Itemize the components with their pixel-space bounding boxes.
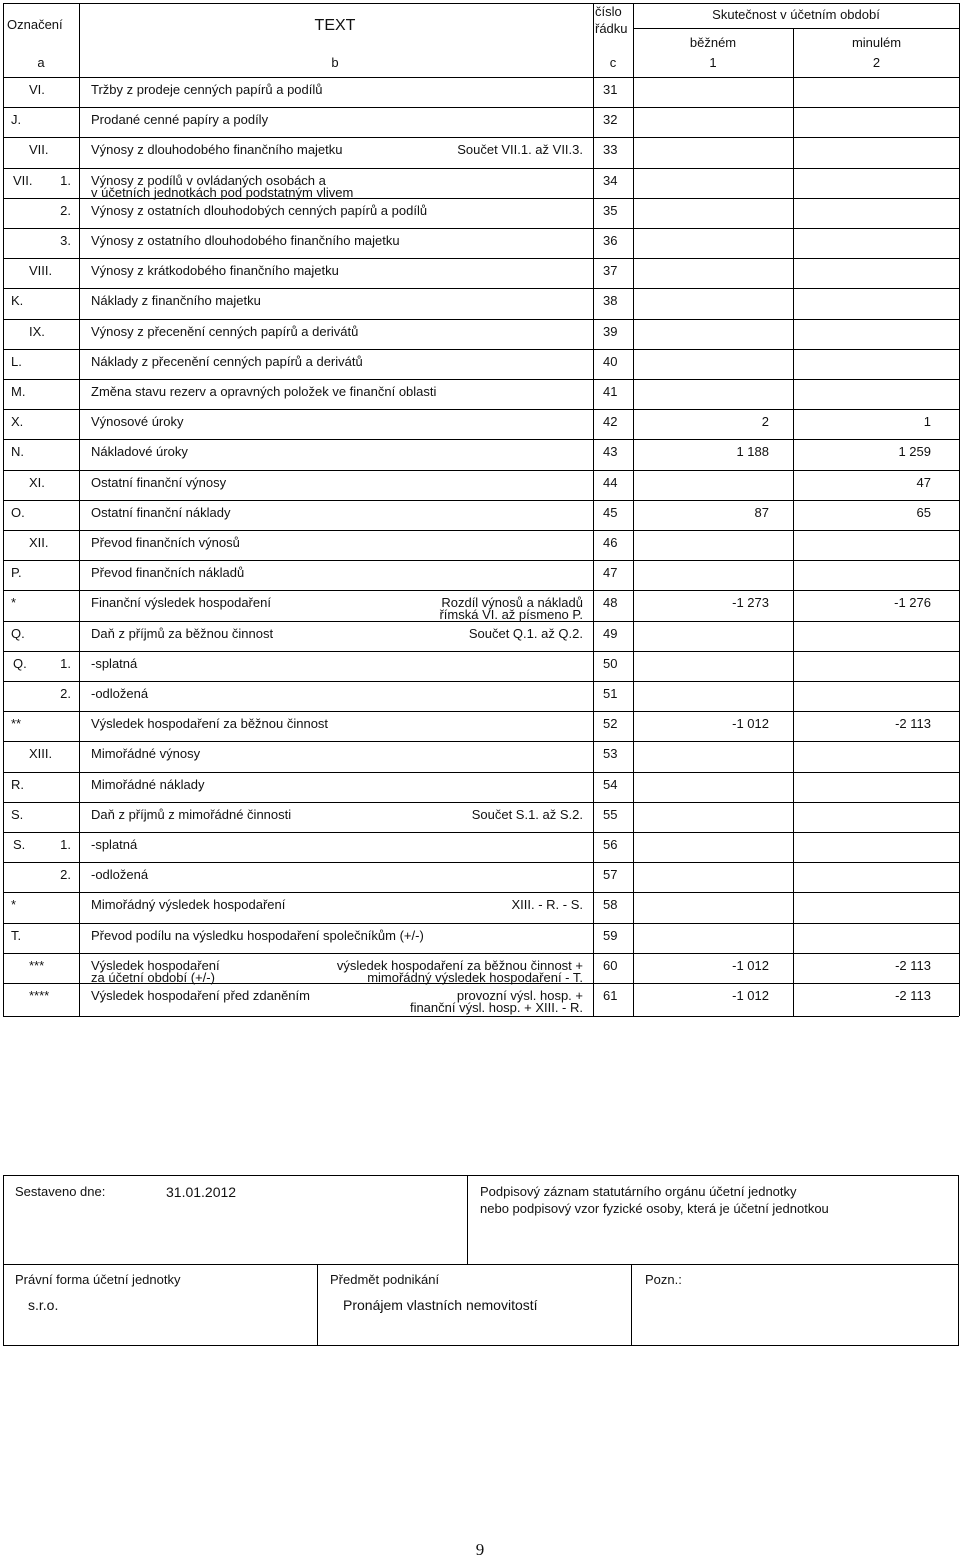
row-previous-value: -1 276	[894, 595, 931, 610]
grid-line	[3, 651, 959, 652]
row-text: Nákladové úroky	[91, 444, 188, 459]
header-sub-1: 1	[709, 55, 717, 70]
header-sub-2: 2	[872, 55, 881, 70]
row-mark: XIII.	[29, 746, 53, 761]
row-text-2: v účetních jednotkách pod podstatným vlivem	[91, 185, 354, 200]
grid-line	[79, 3, 80, 1016]
grid-line	[3, 892, 959, 893]
row-mark: L.	[11, 354, 22, 369]
row-text: Výnosy z ostatních dlouhodobých cenných papírů a podílů	[91, 203, 428, 218]
row-line-number: 59	[603, 928, 618, 943]
row-text: Převod finančních výnosů	[91, 535, 240, 550]
row-mark: O.	[11, 505, 25, 520]
row-mark: M.	[11, 384, 26, 399]
row-line-number: 37	[603, 263, 618, 278]
grid-line	[3, 681, 959, 682]
row-mark: ***	[29, 958, 45, 973]
row-mark: J.	[11, 112, 22, 127]
row-mark: *	[11, 897, 17, 912]
header-designation: Označení	[7, 17, 63, 32]
row-sub: 1.	[60, 656, 71, 671]
row-sub: 2.	[60, 867, 71, 882]
row-text: Náklady z přecenění cenných papírů a derivátů	[91, 354, 363, 369]
compiled-date: 31.01.2012	[166, 1184, 237, 1200]
row-text: Mimořádný výsledek hospodaření	[91, 897, 286, 912]
grid-line	[3, 500, 959, 501]
row-text: Mimořádné výnosy	[91, 746, 201, 761]
income-statement-table	[3, 3, 959, 1016]
row-text: Prodané cenné papíry a podíly	[91, 112, 269, 127]
footer-divider	[467, 1176, 468, 1264]
row-previous-value: -2 113	[895, 988, 931, 1003]
row-line-number: 47	[603, 565, 618, 580]
row-text: Výnosy z přecenění cenných papírů a derivátů	[91, 324, 359, 339]
signature-label-1: Podpisový záznam statutárního orgánu účetní jednotky	[480, 1184, 797, 1199]
grid-line	[3, 953, 959, 954]
grid-line	[3, 1016, 959, 1017]
row-text: Finanční výsledek hospodaření	[91, 595, 271, 610]
row-text: Výsledek hospodaření	[91, 958, 220, 973]
row-line-number: 41	[603, 384, 618, 399]
grid-line	[3, 530, 959, 531]
row-previous-value: 47	[916, 475, 931, 490]
row-current-value: 2	[761, 414, 769, 429]
legal-form-value: s.r.o.	[28, 1297, 59, 1313]
row-note: Součet S.1. až S.2.	[471, 807, 583, 822]
row-line-number: 45	[603, 505, 618, 520]
row-line-number: 56	[603, 837, 618, 852]
row-text: -splatná	[91, 656, 138, 671]
grid-line	[3, 560, 959, 561]
row-mark: N.	[11, 444, 24, 459]
row-current-value: -1 012	[732, 716, 769, 731]
row-line-number: 58	[603, 897, 618, 912]
row-mark: K.	[11, 293, 24, 308]
grid-line	[633, 3, 634, 1016]
signature-box	[3, 1175, 959, 1346]
row-sub: 1.	[60, 173, 71, 188]
grid-line	[3, 288, 959, 289]
row-mark: VII.	[13, 173, 33, 188]
row-current-value: -1 012	[732, 988, 769, 1003]
row-mark: **	[11, 716, 22, 731]
row-note-2: mimořádný výsledek hospodaření - T.	[367, 970, 583, 985]
row-text: Výnosy z podílů v ovládaných osobách a	[91, 173, 326, 188]
row-text: Výnosy z dlouhodobého finančního majetku	[91, 142, 343, 157]
row-previous-value: 1	[923, 414, 931, 429]
grid-line	[3, 470, 959, 471]
row-mark: VI.	[29, 82, 45, 97]
row-note-2: římská VI. až písmeno P.	[439, 607, 583, 622]
row-line-number: 32	[603, 112, 618, 127]
compiled-label: Sestaveno dne:	[15, 1184, 106, 1199]
grid-line	[633, 28, 959, 29]
row-mark: S.	[13, 837, 26, 852]
row-text: Daň z příjmů za běžnou činnost	[91, 626, 274, 641]
row-line-number: 61	[603, 988, 618, 1003]
row-previous-value: -2 113	[895, 716, 931, 731]
row-mark: R.	[11, 777, 24, 792]
row-mark: P.	[11, 565, 22, 580]
grid-line	[3, 349, 959, 350]
row-line-number: 51	[603, 686, 618, 701]
row-line-number: 60	[603, 958, 618, 973]
grid-line	[3, 107, 959, 108]
row-text: -odložená	[91, 867, 149, 882]
row-text: Výnosy z krátkodobého finančního majetku	[91, 263, 339, 278]
grid-line	[3, 228, 959, 229]
header-previous: minulém	[851, 35, 902, 50]
row-sub: 3.	[60, 233, 71, 248]
grid-line	[3, 319, 959, 320]
grid-line	[3, 258, 959, 259]
row-text: Převod podílu na výsledku hospodaření společníkům (+/-)	[91, 928, 424, 943]
grid-line	[3, 832, 959, 833]
header-line-no-2: řádku	[595, 21, 628, 36]
grid-line	[3, 137, 959, 138]
row-previous-value: 1 259	[898, 444, 931, 459]
row-text: -odložená	[91, 686, 149, 701]
grid-line	[3, 379, 959, 380]
row-mark: S.	[11, 807, 24, 822]
grid-line	[3, 923, 959, 924]
row-mark: XII.	[29, 535, 49, 550]
row-text: Převod finančních nákladů	[91, 565, 245, 580]
row-sub: 2.	[60, 686, 71, 701]
grid-line	[3, 741, 959, 742]
row-sub: 1.	[60, 837, 71, 852]
note-label: Pozn.:	[645, 1272, 682, 1287]
row-line-number: 48	[603, 595, 618, 610]
row-mark: IX.	[29, 324, 45, 339]
grid-line	[3, 772, 959, 773]
row-text: Daň z příjmů z mimořádné činnosti	[91, 807, 292, 822]
row-line-number: 50	[603, 656, 618, 671]
row-mark: VII.	[29, 142, 49, 157]
footer-divider	[631, 1264, 632, 1345]
row-note: výsledek hospodaření za běžnou činnost +	[336, 958, 583, 973]
row-mark: ****	[29, 988, 50, 1003]
row-text: Mimořádné náklady	[91, 777, 205, 792]
legal-form-label: Právní forma účetní jednotky	[15, 1272, 181, 1287]
page-number: 9	[475, 1540, 485, 1559]
row-note: Součet VII.1. až VII.3.	[457, 142, 583, 157]
row-note: provozní výsl. hosp. +	[456, 988, 583, 1003]
header-text: TEXT	[314, 17, 356, 34]
row-line-number: 46	[603, 535, 618, 550]
row-text-2: za účetní období (+/-)	[91, 970, 215, 985]
header-actual: Skutečnost v účetním období	[712, 7, 880, 22]
header-sub-c: c	[609, 55, 617, 70]
grid-line	[3, 168, 959, 169]
row-note: XIII. - R. - S.	[511, 897, 583, 912]
row-mark: Q.	[11, 626, 25, 641]
business-label: Předmět podnikání	[330, 1272, 440, 1287]
row-text: Výsledek hospodaření před zdaněním	[91, 988, 310, 1003]
row-line-number: 55	[603, 807, 618, 822]
row-text: Ostatní finanční náklady	[91, 505, 231, 520]
row-sub: 2.	[60, 203, 71, 218]
row-current-value: 1 188	[736, 444, 769, 459]
row-text: Výnosy z ostatního dlouhodobého finančního majetku	[91, 233, 400, 248]
row-line-number: 43	[603, 444, 618, 459]
row-mark: T.	[11, 928, 22, 943]
row-line-number: 42	[603, 414, 618, 429]
row-mark: Q.	[13, 656, 27, 671]
header-sub-a: a	[37, 55, 45, 70]
grid-line	[793, 28, 794, 1016]
row-text: Ostatní finanční výnosy	[91, 475, 227, 490]
row-mark: XI.	[29, 475, 45, 490]
header-sub-b: b	[331, 55, 339, 70]
row-line-number: 52	[603, 716, 618, 731]
row-note-2: finanční výsl. hosp. + XIII. - R.	[409, 1000, 583, 1015]
grid-line	[593, 3, 594, 1016]
row-mark: X.	[11, 414, 24, 429]
row-text: Náklady z finančního majetku	[91, 293, 261, 308]
row-line-number: 35	[603, 203, 618, 218]
row-line-number: 39	[603, 324, 618, 339]
signature-label-2: nebo podpisový vzor fyzické osoby, která je účetní jednotkou	[480, 1201, 829, 1216]
row-note: Součet Q.1. až Q.2.	[468, 626, 583, 641]
row-line-number: 44	[603, 475, 618, 490]
row-line-number: 49	[603, 626, 618, 641]
grid-line	[3, 802, 959, 803]
row-line-number: 57	[603, 867, 618, 882]
grid-line	[3, 3, 4, 1016]
row-current-value: -1 273	[732, 595, 769, 610]
row-mark: *	[11, 595, 17, 610]
row-line-number: 53	[603, 746, 618, 761]
row-line-number: 54	[603, 777, 618, 792]
row-text: Změna stavu rezerv a opravných položek ve finanční oblasti	[91, 384, 437, 399]
row-line-number: 34	[603, 173, 618, 188]
grid-line	[3, 77, 959, 78]
row-text: Výsledek hospodaření za běžnou činnost	[91, 716, 329, 731]
row-text: -splatná	[91, 837, 138, 852]
row-previous-value: -2 113	[895, 958, 931, 973]
row-previous-value: 65	[916, 505, 931, 520]
row-line-number: 31	[603, 82, 618, 97]
row-line-number: 36	[603, 233, 618, 248]
row-line-number: 33	[603, 142, 618, 157]
grid-line	[3, 409, 959, 410]
header-line-no-1: číslo	[595, 4, 622, 19]
grid-line	[3, 439, 959, 440]
row-mark: VIII.	[29, 263, 53, 278]
grid-line	[3, 3, 959, 4]
row-text: Výnosové úroky	[91, 414, 184, 429]
row-text: Tržby z prodeje cenných papírů a podílů	[91, 82, 323, 97]
header-current: běžném	[689, 35, 737, 50]
footer-divider	[4, 1264, 958, 1265]
business-value: Pronájem vlastních nemovitostí	[343, 1297, 538, 1313]
row-line-number: 38	[603, 293, 618, 308]
row-current-value: 87	[754, 505, 769, 520]
row-note: Rozdíl výnosů a nákladů	[441, 595, 583, 610]
row-line-number: 40	[603, 354, 618, 369]
footer-divider	[317, 1264, 318, 1345]
grid-line	[3, 590, 959, 591]
grid-line	[3, 862, 959, 863]
row-current-value: -1 012	[732, 958, 769, 973]
grid-line	[3, 711, 959, 712]
